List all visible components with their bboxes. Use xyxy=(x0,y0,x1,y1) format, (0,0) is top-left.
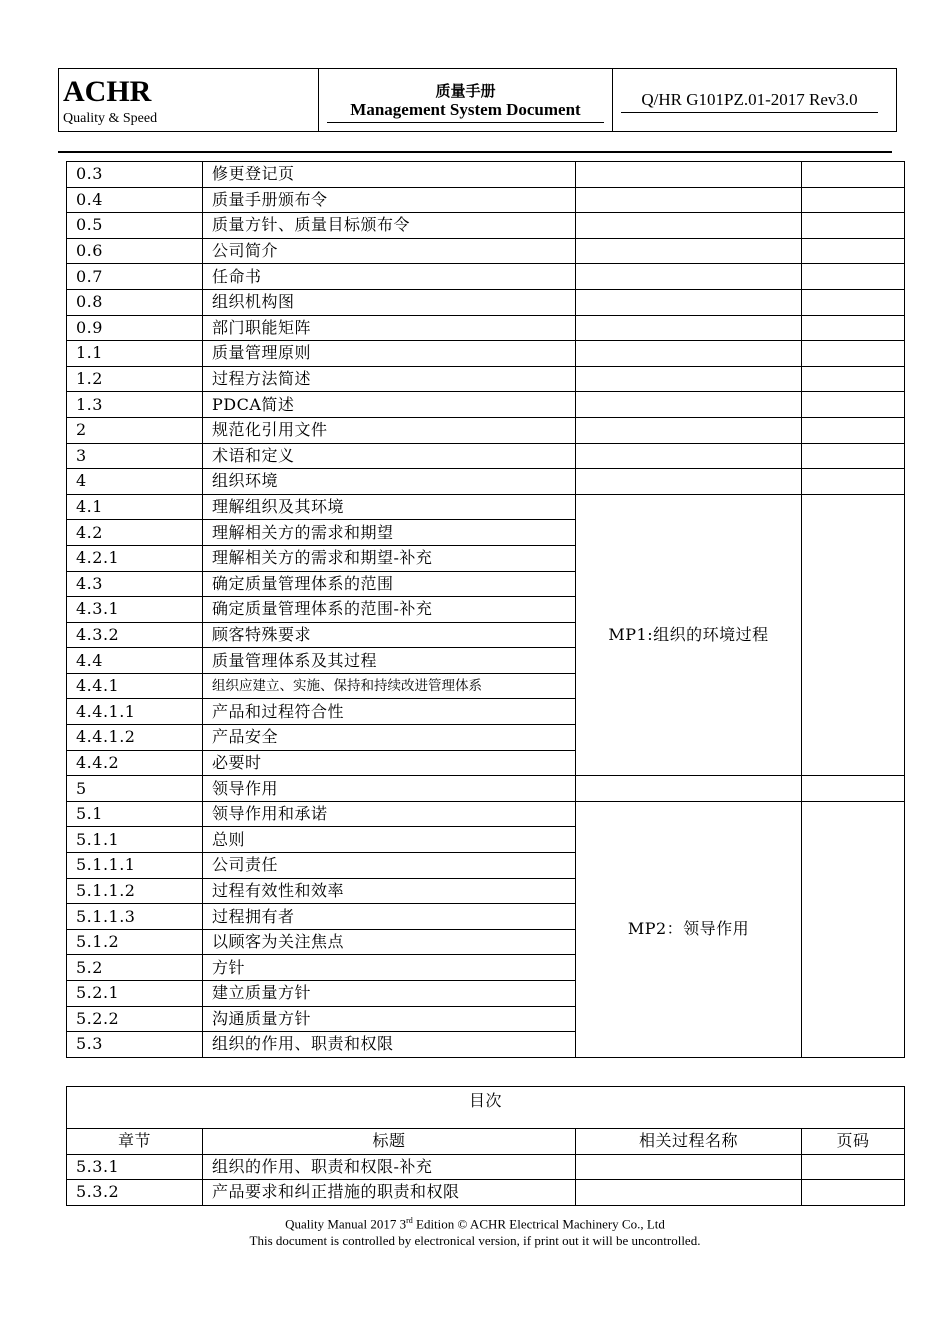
section-number: 2 xyxy=(67,417,203,443)
toc-col-process: 相关过程名称 xyxy=(576,1129,802,1155)
table-row xyxy=(67,162,905,188)
section-number: 5.3 xyxy=(67,1032,203,1058)
section-number: 0.4 xyxy=(67,187,203,213)
section-title: 组织的作用、职责和权限-补充 xyxy=(203,1154,576,1180)
section-number: 1.1 xyxy=(67,341,203,367)
page-number xyxy=(802,494,905,776)
section-title: 组织的作用、职责和权限 xyxy=(203,1032,576,1058)
table-row xyxy=(67,238,905,264)
company-slogan: Quality & Speed xyxy=(63,111,158,126)
section-number: 0.3 xyxy=(67,162,203,188)
process-name xyxy=(576,289,802,315)
page-number xyxy=(802,776,905,802)
page-number xyxy=(802,417,905,443)
section-number: 4.2 xyxy=(67,520,203,546)
section-number: 4.4.2 xyxy=(67,750,203,776)
page-number xyxy=(802,443,905,469)
page-number xyxy=(802,213,905,239)
section-title: 顾客特殊要求 xyxy=(203,622,576,648)
table-row xyxy=(67,801,905,827)
section-title: 质量方针、质量目标颁布令 xyxy=(203,213,576,239)
section-title: 建立质量方针 xyxy=(203,981,576,1007)
section-title: 理解相关方的需求和期望-补充 xyxy=(203,545,576,571)
contents-table xyxy=(66,161,905,1058)
toc-col-page: 页码 xyxy=(802,1129,905,1155)
section-title: 过程拥有者 xyxy=(203,904,576,930)
page-number xyxy=(802,264,905,290)
section-title: 确定质量管理体系的范围 xyxy=(203,571,576,597)
process-group-mp2: MP2：领导作用 xyxy=(576,801,802,1057)
section-number: 5 xyxy=(67,776,203,802)
process-name xyxy=(576,366,802,392)
table-row xyxy=(67,443,905,469)
brand-cell xyxy=(59,69,319,131)
table-row xyxy=(67,289,905,315)
section-number: 5.1.1.3 xyxy=(67,904,203,930)
section-number: 1.2 xyxy=(67,366,203,392)
section-number: 0.5 xyxy=(67,213,203,239)
toc-table xyxy=(66,1086,905,1206)
section-title: 过程有效性和效率 xyxy=(203,878,576,904)
section-number: 0.6 xyxy=(67,238,203,264)
process-name xyxy=(576,162,802,188)
section-title: 以顾客为关注焦点 xyxy=(203,929,576,955)
section-title: 理解组织及其环境 xyxy=(203,494,576,520)
section-number: 5.1.1 xyxy=(67,827,203,853)
process-name xyxy=(576,776,802,802)
section-title: 质量管理原则 xyxy=(203,341,576,367)
section-number: 4.4.1 xyxy=(67,673,203,699)
section-number: 5.2.1 xyxy=(67,981,203,1007)
process-name xyxy=(576,187,802,213)
process-name xyxy=(576,443,802,469)
table-row xyxy=(67,366,905,392)
section-number: 5.1.1.1 xyxy=(67,853,203,879)
section-number: 0.9 xyxy=(67,315,203,341)
process-name xyxy=(576,264,802,290)
title-cell xyxy=(319,69,613,131)
section-number: 0.8 xyxy=(67,289,203,315)
section-title: 方针 xyxy=(203,955,576,981)
table-row xyxy=(67,776,905,802)
toc-col-title: 标题 xyxy=(203,1129,576,1155)
section-title: 确定质量管理体系的范围-补充 xyxy=(203,597,576,623)
page-number xyxy=(802,341,905,367)
document-title-en: Management System Document xyxy=(327,100,604,123)
section-title: 领导作用和承诺 xyxy=(203,801,576,827)
table-row xyxy=(67,494,905,520)
section-number: 5.3.2 xyxy=(67,1180,203,1206)
footer-copyright-b: Edition © ACHR Electrical Machinery Co., Ltd xyxy=(412,1216,665,1232)
document-header xyxy=(58,68,897,132)
process-group-mp1: MP1:组织的环境过程 xyxy=(576,494,802,776)
toc-title-row xyxy=(67,1087,905,1129)
table-row xyxy=(67,264,905,290)
page-number xyxy=(802,315,905,341)
page-number xyxy=(802,238,905,264)
process-name xyxy=(576,392,802,418)
page-number xyxy=(802,366,905,392)
header-divider xyxy=(58,151,892,153)
section-title: 质量管理体系及其过程 xyxy=(203,648,576,674)
process-name xyxy=(576,1154,802,1180)
process-name xyxy=(576,238,802,264)
footer-copyright xyxy=(0,1216,950,1232)
section-title: 理解相关方的需求和期望 xyxy=(203,520,576,546)
section-title: 产品安全 xyxy=(203,725,576,751)
page-number xyxy=(802,801,905,1057)
footer-copyright-sup: rd xyxy=(406,1216,413,1225)
section-number: 3 xyxy=(67,443,203,469)
section-title: 任命书 xyxy=(203,264,576,290)
table-row xyxy=(67,1154,905,1180)
toc-header-row xyxy=(67,1129,905,1155)
table-row xyxy=(67,1180,905,1206)
process-name xyxy=(576,469,802,495)
section-title: PDCA简述 xyxy=(203,392,576,418)
section-title: 总则 xyxy=(203,827,576,853)
section-number: 5.2.2 xyxy=(67,1006,203,1032)
section-title: 组织环境 xyxy=(203,469,576,495)
section-title: 部门职能矩阵 xyxy=(203,315,576,341)
section-number: 5.3.1 xyxy=(67,1154,203,1180)
table-row xyxy=(67,213,905,239)
section-number: 5.1.1.2 xyxy=(67,878,203,904)
section-number: 0.7 xyxy=(67,264,203,290)
section-number: 4.4 xyxy=(67,648,203,674)
section-title: 产品要求和纠正措施的职责和权限 xyxy=(203,1180,576,1206)
section-number: 5.1.2 xyxy=(67,929,203,955)
process-name xyxy=(576,213,802,239)
section-number: 4.4.1.1 xyxy=(67,699,203,725)
section-number: 1.3 xyxy=(67,392,203,418)
section-number: 5.2 xyxy=(67,955,203,981)
table-row xyxy=(67,315,905,341)
table-row xyxy=(67,187,905,213)
section-number: 4.4.1.2 xyxy=(67,725,203,751)
section-number: 4.3.1 xyxy=(67,597,203,623)
section-number: 5.1 xyxy=(67,801,203,827)
section-number: 4.2.1 xyxy=(67,545,203,571)
doc-number-cell xyxy=(613,69,896,131)
footer-control-note: This document is controlled by electronical version, if print out it will be uncontrolled. xyxy=(249,1233,701,1248)
section-title: 领导作用 xyxy=(203,776,576,802)
page-number xyxy=(802,187,905,213)
process-name xyxy=(576,341,802,367)
process-name xyxy=(576,315,802,341)
section-number: 4.3.2 xyxy=(67,622,203,648)
section-number: 4.3 xyxy=(67,571,203,597)
section-title: 组织应建立、实施、保持和持续改进管理体系 xyxy=(203,673,576,699)
section-title: 修更登记页 xyxy=(203,162,576,188)
toc-col-section: 章节 xyxy=(67,1129,203,1155)
section-title: 规范化引用文件 xyxy=(203,417,576,443)
section-title: 过程方法简述 xyxy=(203,366,576,392)
section-number: 4 xyxy=(67,469,203,495)
page-number xyxy=(802,469,905,495)
table-row xyxy=(67,417,905,443)
page-number xyxy=(802,1154,905,1180)
section-title: 沟通质量方针 xyxy=(203,1006,576,1032)
document-title-cn: 质量手册 xyxy=(435,82,496,100)
process-name xyxy=(576,1180,802,1206)
section-title: 组织机构图 xyxy=(203,289,576,315)
page-number xyxy=(802,162,905,188)
section-title: 质量手册颁布令 xyxy=(203,187,576,213)
section-title: 公司简介 xyxy=(203,238,576,264)
company-logo-text: ACHR xyxy=(63,75,152,108)
table-row xyxy=(67,341,905,367)
process-name xyxy=(576,417,802,443)
section-number: 4.1 xyxy=(67,494,203,520)
section-title: 术语和定义 xyxy=(203,443,576,469)
section-title: 必要时 xyxy=(203,750,576,776)
page-number xyxy=(802,1180,905,1206)
section-title: 产品和过程符合性 xyxy=(203,699,576,725)
page-number xyxy=(802,289,905,315)
table-row xyxy=(67,392,905,418)
section-title: 公司责任 xyxy=(203,853,576,879)
page-number xyxy=(802,392,905,418)
toc-title: 目次 xyxy=(67,1087,905,1129)
table-row xyxy=(67,469,905,495)
document-number: Q/HR G101PZ.01-2017 Rev3.0 xyxy=(621,90,878,113)
footer-copyright-a: Quality Manual 2017 3 xyxy=(285,1216,407,1232)
